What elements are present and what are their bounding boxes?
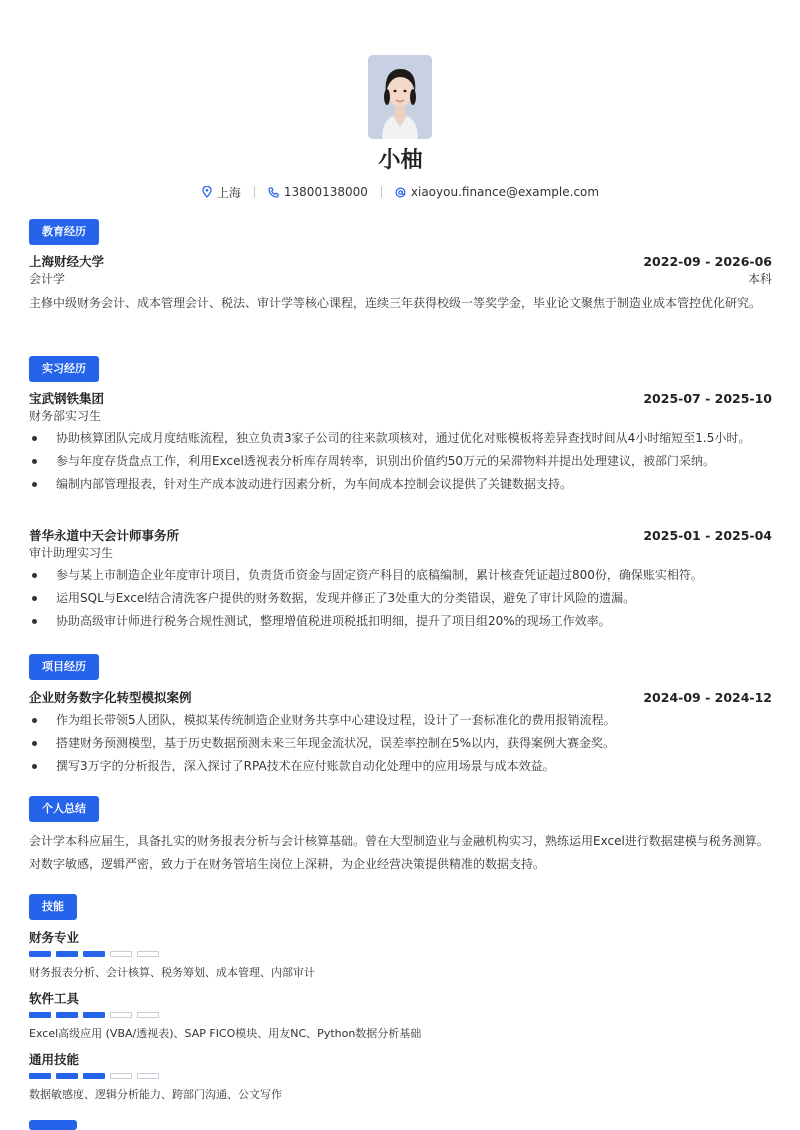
list-item: 运用SQL与Excel结合清洗客户提供的财务数据，发现并修正了3处重大的分类错误，避免了审计风险的遗漏。 <box>29 589 772 607</box>
skill-segment-empty <box>137 1073 159 1079</box>
list-item: 搭建财务预测模型，基于历史数据预测未来三年现金流状况，误差率控制在5%以内，获得案例大赛金奖。 <box>29 734 772 752</box>
project-bullets <box>29 711 772 780</box>
resume-page <box>29 0 772 1130</box>
skill-segment-empty <box>137 1012 159 1018</box>
education-subheader <box>29 271 772 287</box>
location-text: 上海 <box>216 185 241 200</box>
internship-date: 2025-01 - 2025-04 <box>643 528 772 543</box>
internship-date: 2025-07 - 2025-10 <box>643 391 772 406</box>
skill-level-bar <box>29 1073 159 1081</box>
company-name: 宝武钢铁集团 <box>29 391 105 406</box>
list-item: 协助核算团队完成月度结账流程，独立负责3家子公司的往来款项核对，通过优化对账模板将差异查找时间从4小时缩短至1.5小时。 <box>29 429 772 447</box>
section-title-partial <box>29 1120 77 1130</box>
education-major: 会计学 <box>29 272 66 286</box>
skill-segment-filled <box>29 951 51 957</box>
internship-role: 财务部实习生 <box>29 409 102 423</box>
project-name: 企业财务数字化转型模拟案例 <box>29 690 192 705</box>
skill-level-bar <box>29 951 159 959</box>
education-degree: 本科 <box>747 272 772 286</box>
skill-segment-empty <box>137 951 159 957</box>
company-name: 普华永道中天会计师事务所 <box>29 528 180 543</box>
contact-divider <box>381 186 382 198</box>
contact-info <box>29 183 772 201</box>
skill-segment-filled <box>83 951 105 957</box>
section-title-skills: 技能 <box>29 894 77 920</box>
skill-segment-empty <box>110 1012 132 1018</box>
profile-photo <box>368 55 432 139</box>
phone-text: 13800138000 <box>283 185 368 199</box>
list-item: 撰写3万字的分析报告，深入探讨了RPA技术在应付账款自动化处理中的应用场景与成本效益。 <box>29 757 772 775</box>
school-name: 上海财经大学 <box>29 254 105 269</box>
list-item: 作为组长带领5人团队，模拟某传统制造企业财务共享中心建设过程，设计了一套标准化的费用报销流程。 <box>29 711 772 729</box>
internship-bullets <box>29 566 772 635</box>
skill-description: 数据敏感度、逻辑分析能力、跨部门沟通、公文写作 <box>29 1088 282 1101</box>
contact-phone <box>268 185 368 199</box>
list-item: 参与某上市制造企业年度审计项目，负责货币资金与固定资产科目的底稿编制，累计核查凭证超过800份，确保账实相符。 <box>29 566 772 584</box>
skill-segment-filled <box>83 1012 105 1018</box>
phone-icon <box>268 187 279 198</box>
contact-divider <box>254 186 255 198</box>
email-text: xiaoyou.finance@example.com <box>410 185 600 199</box>
skill-segment-filled <box>56 951 78 957</box>
skill-segment-filled <box>56 1073 78 1079</box>
location-pin-icon <box>202 186 212 198</box>
section-title-education: 教育经历 <box>29 219 99 245</box>
skill-segment-empty <box>110 1073 132 1079</box>
skill-segment-filled <box>56 1012 78 1018</box>
skill-segment-filled <box>83 1073 105 1079</box>
skill-description: 财务报表分析、会计核算、税务筹划、成本管理、内部审计 <box>29 966 315 979</box>
education-description: 主修中级财务会计、成本管理会计、税法、审计学等核心课程，连续三年获得校级一等奖学金，毕业论文聚焦于制造业成本管控优化研究。 <box>29 296 762 310</box>
skill-segment-filled <box>29 1012 51 1018</box>
list-item: 参与年度存货盘点工作，利用Excel透视表分析库存周转率，识别出价值约50万元的呆滞物料并提出处理建议，被部门采纳。 <box>29 452 772 470</box>
internship-role: 审计助理实习生 <box>29 546 114 560</box>
summary-text: 会计学本科应届生，具备扎实的财务报表分析与会计核算基础。曾在大型制造业与金融机构实习，熟练运用Excel进行数据建模与税务测算。对数字敏感，逻辑严密，致力于在财务管培生岗位上深耕，为企业经营决策提供精准的数据支持。 <box>29 834 769 871</box>
skill-name: 软件工具 <box>29 991 80 1006</box>
section-title-projects: 项目经历 <box>29 654 99 680</box>
education-date: 2022-09 - 2026-06 <box>643 254 772 269</box>
list-item: 编制内部管理报表，针对生产成本波动进行因素分析，为车间成本控制会议提供了关键数据支持。 <box>29 475 772 493</box>
at-sign-icon <box>395 187 406 198</box>
list-item: 协助高级审计师进行税务合规性测试，整理增值税进项税抵扣明细，提升了项目组20%的现场工作效率。 <box>29 612 772 630</box>
skill-segment-filled <box>29 1073 51 1079</box>
internship-bullets <box>29 429 772 498</box>
skill-name: 财务专业 <box>29 930 80 945</box>
skill-description: Excel高级应用 (VBA/透视表)、SAP FICO模块、用友NC、Python数据分析基础 <box>29 1027 422 1040</box>
skill-level-bar <box>29 1012 159 1020</box>
section-title-internship: 实习经历 <box>29 356 99 382</box>
candidate-name: 小柚 <box>378 148 423 173</box>
section-title-summary: 个人总结 <box>29 796 99 822</box>
project-date: 2024-09 - 2024-12 <box>643 690 772 705</box>
skill-name: 通用技能 <box>29 1052 80 1067</box>
contact-location <box>202 184 241 201</box>
skill-segment-empty <box>110 951 132 957</box>
contact-email <box>395 185 599 199</box>
